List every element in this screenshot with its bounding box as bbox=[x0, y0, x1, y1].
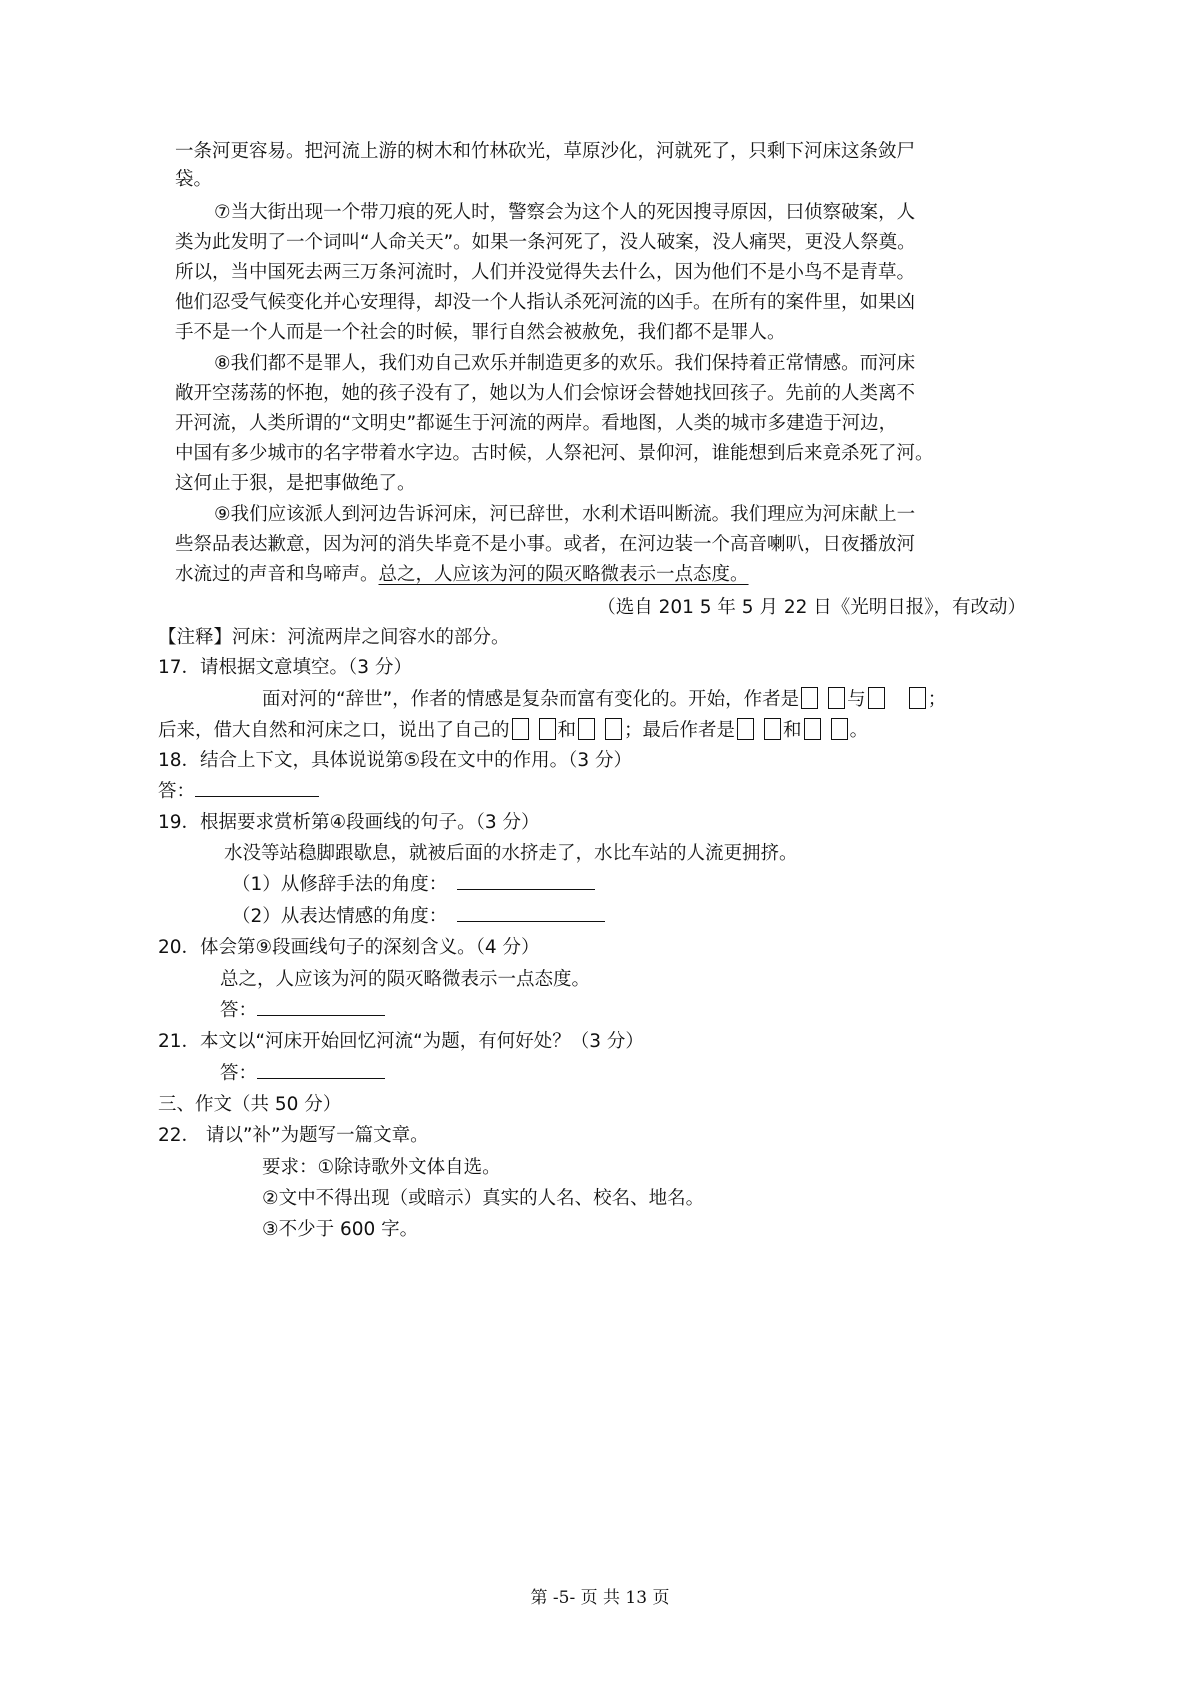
answer-label: 答： bbox=[220, 1000, 258, 1021]
question-17-line bbox=[158, 717, 868, 745]
answer-box[interactable] bbox=[737, 718, 754, 740]
paragraph-8-line: ⑧我们都不是罪人，我们劝自己欢乐并制造更多的欢乐。我们保持着正常情感。而河床 bbox=[214, 353, 916, 374]
q17-text: 后来，借大自然和河床之口，说出了自己的 bbox=[158, 720, 510, 741]
question-20-answer bbox=[220, 997, 385, 1025]
source-citation: （选自 201 5 年 5 月 22 日《光明日报》，有改动） bbox=[597, 597, 1026, 618]
question-18-title: 18．结合上下文，具体说说第⑤段在文中的作用。（3 分） bbox=[158, 750, 633, 771]
question-22-title: 22． 请以”补”为题写一篇文章。 bbox=[158, 1125, 429, 1146]
answer-blank[interactable] bbox=[257, 1060, 385, 1079]
underlined-sentence: 总之，人应该为河的陨灭略微表示一点态度。 bbox=[378, 564, 749, 585]
question-20-title: 20．体会第⑨段画线句子的深刻含义。（4 分） bbox=[158, 937, 540, 958]
paragraph-8-line: 中国有多少城市的名字带着水字边。古时候，人祭祀河、景仰河，谁能想到后来竟杀死了河。 bbox=[175, 443, 934, 464]
q17-text: 面对河的“辞世”，作者的情感是复杂而富有变化的。开始，作者是 bbox=[262, 689, 800, 710]
question-19-sub2 bbox=[232, 903, 605, 931]
q17-text: 与 bbox=[847, 689, 866, 710]
q17-text: ；最后作者是 bbox=[624, 720, 736, 741]
answer-label: 答： bbox=[220, 1063, 258, 1084]
answer-box[interactable] bbox=[804, 718, 821, 740]
answer-box[interactable] bbox=[909, 687, 926, 709]
annotation-note: 【注释】河床：河流两岸之间容水的部分。 bbox=[158, 627, 510, 648]
paragraph-9-line bbox=[175, 561, 749, 589]
answer-box[interactable] bbox=[512, 718, 529, 740]
answer-label: 答： bbox=[158, 781, 196, 802]
question-20-quote: 总之，人应该为河的陨灭略微表示一点态度。 bbox=[220, 969, 591, 990]
paragraph-7-line: 他们忍受气候变化并心安理得，却没一个人指认杀死河流的凶手。在所有的案件里，如果凶 bbox=[175, 292, 916, 313]
question-17-title: 17．请根据文意填空。（3 分） bbox=[158, 657, 412, 678]
answer-box[interactable] bbox=[831, 718, 848, 740]
q17-text: 。 bbox=[849, 720, 869, 741]
answer-blank[interactable] bbox=[195, 778, 319, 797]
paragraph-7-line: 手不是一个人而是一个社会的时候，罪行自然会被赦免，我们都不是罪人。 bbox=[175, 322, 786, 343]
paragraph-8-line: 敞开空荡荡的怀抱，她的孩子没有了，她以为人们会惊讶会替她找回孩子。先前的人类离不 bbox=[175, 383, 916, 404]
paragraph-8-line: 开河流，人类所谓的“文明史”都诞生于河流的两岸。看地图，人类的城市多建造于河边， bbox=[175, 413, 898, 434]
q17-text: 和 bbox=[783, 720, 802, 741]
question-22-requirement: ②文中不得出现（或暗示）真实的人名、校名、地名。 bbox=[262, 1188, 705, 1209]
question-22-requirement: 要求：①除诗歌外文体自选。 bbox=[262, 1157, 501, 1178]
paragraph-9-line: 些祭品表达歉意，因为河的消失毕竟不是小事。或者，在河边装一个高音喇叭，日夜播放河 bbox=[175, 534, 916, 555]
section-3-heading: 三、作文（共 50 分） bbox=[158, 1094, 342, 1115]
question-17-line bbox=[262, 686, 946, 714]
answer-blank[interactable] bbox=[257, 997, 385, 1016]
answer-box[interactable] bbox=[828, 687, 845, 709]
question-21-answer bbox=[220, 1060, 385, 1088]
question-19-sub1 bbox=[232, 871, 595, 899]
body-line: 袋。 bbox=[175, 169, 213, 190]
question-19-quote: 水没等站稳脚跟歇息，就被后面的水挤走了，水比车站的人流更拥挤。 bbox=[224, 843, 798, 864]
answer-box[interactable] bbox=[764, 718, 781, 740]
body-line: 一条河更容易。把河流上游的树木和竹林砍光，草原沙化，河就死了，只剩下河床这条敛尸 bbox=[175, 141, 916, 162]
sub-question-label: （1）从修辞手法的角度： bbox=[232, 874, 448, 895]
paragraph-7-line: ⑦当大街出现一个带刀痕的死人时，警察会为这个人的死因搜寻原因，曰侦察破案，人 bbox=[214, 202, 916, 223]
answer-box[interactable] bbox=[605, 718, 622, 740]
paragraph-9-text: 水流过的声音和鸟啼声。 bbox=[175, 564, 379, 585]
page-number-footer: 第 -5- 页 共 13 页 bbox=[530, 1588, 670, 1608]
q17-text: ； bbox=[927, 689, 947, 710]
answer-blank[interactable] bbox=[457, 903, 605, 922]
paragraph-8-line: 这何止于狠，是把事做绝了。 bbox=[175, 473, 416, 494]
answer-box[interactable] bbox=[539, 718, 556, 740]
question-19-title: 19．根据要求赏析第④段画线的句子。（3 分） bbox=[158, 812, 540, 833]
answer-box[interactable] bbox=[578, 718, 595, 740]
question-22-requirement: ③不少于 600 字。 bbox=[262, 1219, 419, 1240]
paragraph-7-line: 类为此发明了一个词叫“人命关天”。如果一条河死了，没人破案，没人痛哭，更没人祭奠。 bbox=[175, 232, 916, 253]
answer-box[interactable] bbox=[868, 687, 885, 709]
paragraph-9-line: ⑨我们应该派人到河边告诉河床，河已辞世，水利术语叫断流。我们理应为河床献上一 bbox=[214, 504, 916, 525]
q17-text: 和 bbox=[557, 720, 577, 741]
question-21-title: 21．本文以“河床开始回忆河流“为题，有何好处？（3 分） bbox=[158, 1031, 644, 1052]
answer-box[interactable] bbox=[801, 687, 818, 709]
answer-blank[interactable] bbox=[457, 871, 595, 890]
sub-question-label: （2）从表达情感的角度： bbox=[232, 906, 448, 927]
question-18-answer bbox=[158, 778, 319, 806]
paragraph-7-line: 所以，当中国死去两三万条河流时，人们并没觉得失去什么，因为他们不是小鸟不是青草。 bbox=[175, 262, 916, 283]
